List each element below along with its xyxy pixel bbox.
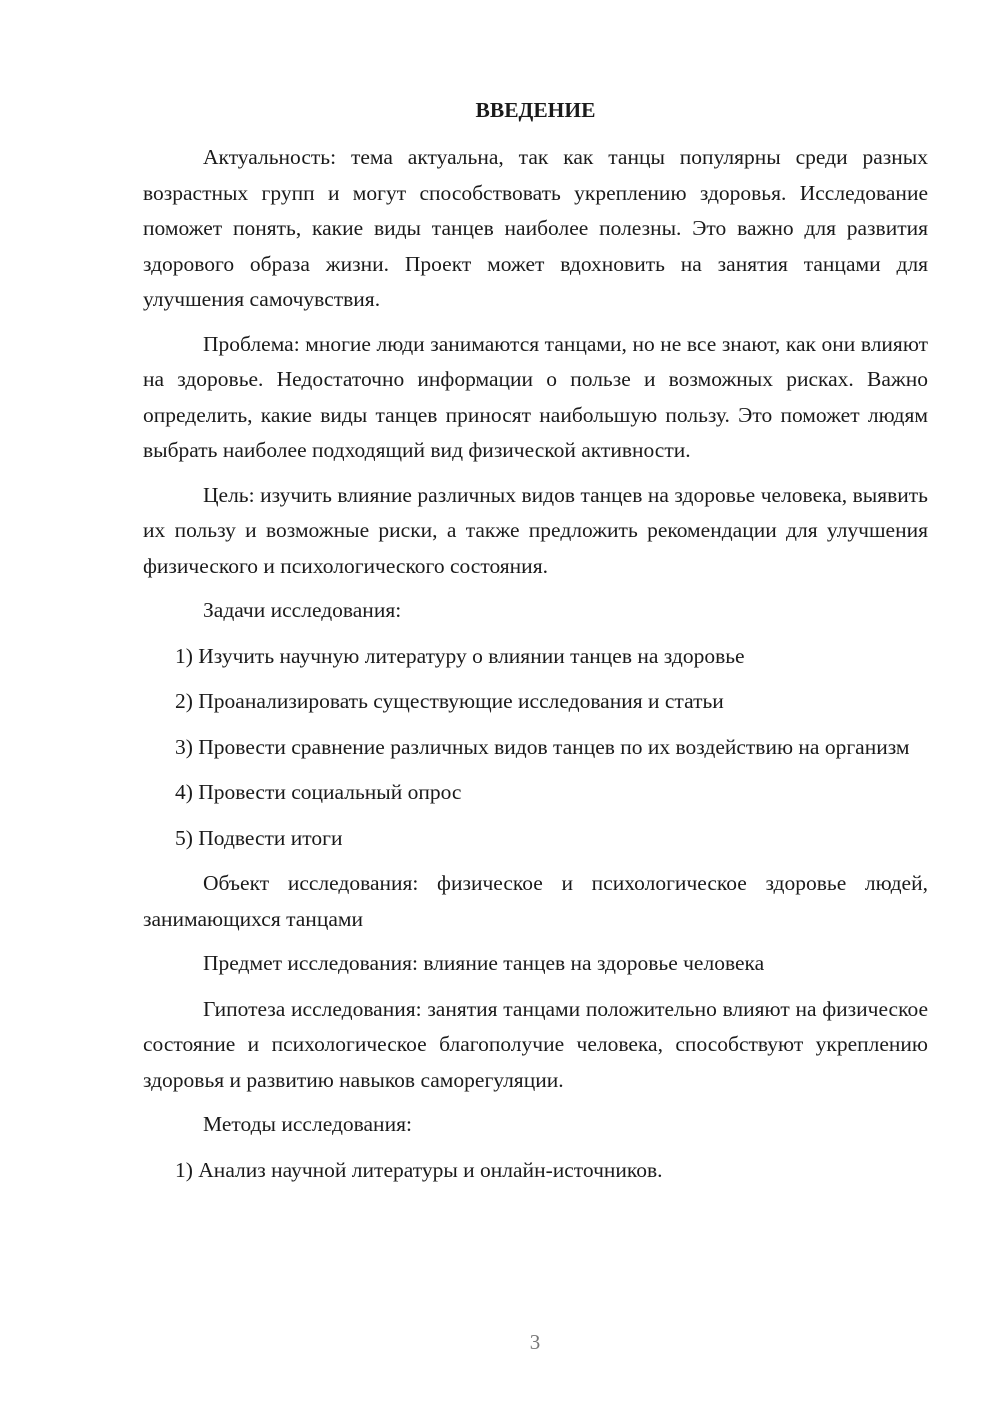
method-item-1: 1) Анализ научной литературы и онлайн-источников.	[175, 1157, 663, 1182]
document-page	[143, 92, 928, 1198]
task-item-1: 1) Изучить научную литературу о влиянии танцев на здоровье	[175, 643, 745, 668]
goal-paragraph: Цель: изучить влияние различных видов танцев на здоровье человека, выявить их пользу и возможные риски, а также предложить рекомендации для улучшения физического и психологического состояния.	[143, 482, 928, 578]
relevance-paragraph: Актуальность: тема актуальна, так как танцы популярны среди разных возрастных групп и могут способствовать укреплению здоровья. Исследование поможет понять, какие виды танцев наиболее полезны. Это важно для развития здорового образа жизни. Проект может вдохновить на занятия танцами для улучшения самочувствия.	[143, 145, 928, 311]
task-item-5: 5) Подвести итоги	[175, 825, 343, 850]
task-item-2: 2) Проанализировать существующие исследования и статьи	[175, 689, 724, 713]
subject-paragraph: Предмет исследования: влияние танцев на здоровье человека	[203, 951, 765, 975]
section-title: ВВЕДЕНИЕ	[475, 98, 596, 122]
methods-heading: Методы исследования:	[203, 1112, 412, 1136]
problem-paragraph: Проблема: многие люди занимаются танцами, но не все знают, как они влияют на здоровье. Недостаточно информации о пользе и возможных рисках. Важно определить, какие виды танцев приносят наибольшую пользу. Это поможет людям выбрать наиболее подходящий вид физической активности.	[143, 331, 928, 462]
task-item-4: 4) Провести социальный опрос	[175, 780, 462, 804]
hypothesis-paragraph: Гипотеза исследования: занятия танцами положительно влияют на физическое состояние и психологическое благополучие человека, способствуют укреплению здоровья и развитию навыков саморегуляции.	[143, 996, 928, 1092]
object-paragraph: Объект исследования: физическое и психологическое здоровье людей, занимающихся танцами	[143, 871, 928, 931]
task-item-3: 3) Провести сравнение различных видов танцев по их воздействию на организм	[175, 734, 910, 759]
tasks-heading: Задачи исследования:	[203, 598, 402, 622]
page-number: 3	[529, 1330, 541, 1354]
